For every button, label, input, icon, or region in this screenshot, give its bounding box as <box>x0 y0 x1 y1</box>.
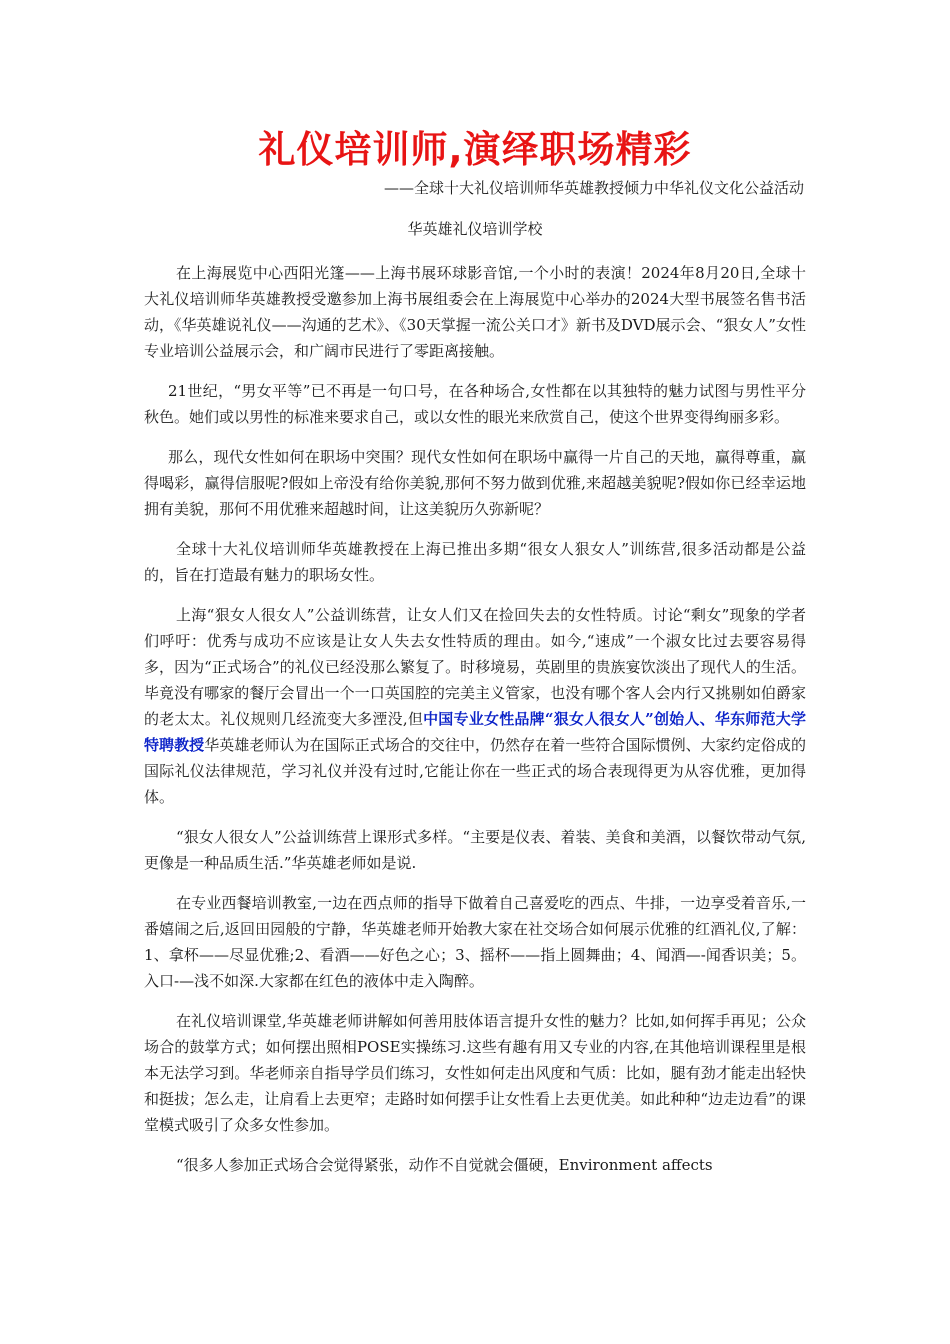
paragraph-8: 在礼仪培训课堂,华英雄老师讲解如何善用肢体语言提升女性的魅力？比如,如何挥手再见；公众场合的鼓掌方式；如何摆出照相POSE实操练习.这些有趣有用又专业的内容,在其他培训课程里是根本无法学习到。华老师亲自指导学员们练习，女性如何走出风度和气质：比如，腿有劲才能走出轻快和挺拔；怎么走，让肩看上去更窄；走路时如何摆手让女性看上去更优美。如此种种“边走边看”的课堂模式吸引了众多女性参加。 <box>144 1012 806 1134</box>
paragraph-6: “狠女人很女人”公益训练营上课形式多样。“主要是仪表、着装、美食和美酒，以餐饮带动气氛,更像是一种品质生活.”华英雄老师如是说. <box>144 828 806 872</box>
article-body <box>144 260 806 1192</box>
paragraph-3: 那么，现代女性如何在职场中突围？现代女性如何在职场中赢得一片自己的天地，赢得尊重，赢得喝彩，赢得信服呢?假如上帝没有给你美貌,那何不努力做到优雅,来超越美貌呢?假如你已经幸运地拥有美貌，那何不用优雅来超越时间，让这美貌历久弥新呢？ <box>144 448 806 518</box>
organization-name: 华英雄礼仪培训学校 <box>407 220 543 238</box>
paragraph-9: “很多人参加正式场合会觉得紧张，动作不自觉就会僵硬，Environment affects <box>176 1156 713 1174</box>
paragraph-7: 在专业西餐培训教室,一边在西点师的指导下做着自己喜爱吃的西点、牛排，一边享受着音乐,一番嬉闹之后,返回田园般的宁静，华英雄老师开始教大家在社交场合如何展示优雅的红酒礼仪,了解：1、拿杯——尽显优雅;2、看酒——好色之心；3、摇杯——指上圆舞曲；4、闻酒—-闻香识美；5。入口-—浅不如深.大家都在红色的液体中走入陶醉。 <box>144 894 806 990</box>
paragraph-4: 全球十大礼仪培训师华英雄教授在上海已推出多期“很女人狠女人”训练营,很多活动都是公益的，旨在打造最有魅力的职场女性。 <box>144 540 806 584</box>
paragraph-5-text-end: 华英雄老师认为在国际正式场合的交往中，仍然存在着一些符合国际惯例、大家约定俗成的国际礼仪法律规范，学习礼仪并没有过时,它能让你在一些正式的场合表现得更为从容优雅，更加得体。 <box>144 736 806 806</box>
document-subtitle: ——全球十大礼仪培训师华英雄教授倾力中华礼仪文化公益活动 <box>383 179 804 197</box>
paragraph-1: 在上海展览中心西阳光篷——上海书展环球影音馆,一个小时的表演！2024年8月20日,全球十大礼仪培训师华英雄教授受邀参加上海书展组委会在上海展览中心举办的2024大型书展签名售书活动，《华英雄说礼仪——沟通的艺术》、《30天掌握一流公关口才》新书及DVD展示会、“狠女人”女性专业培训公益展示会，和广阔市民进行了零距离接触。 <box>144 264 806 360</box>
paragraph-5-text-start: 上海“狠女人很女人”公益训练营，让女人们又在捡回失去的女性特质。讨论“剩女”现象的学者们呼吁：优秀与成功不应该是让女人失去女性特质的理由。如今,“速成”一个淑女比过去要容易得多，因为“正式场合”的礼仪已经没那么繁复了。时移境易，英剧里的贵族宴饮淡出了现代人的生活。毕竟没有哪家的餐厅会冒出一个一口英国腔的完美主义管家，也没有哪个客人会内行又挑剔如伯爵家的老太太。礼仪规则几经流变大多湮没,但 <box>144 606 806 728</box>
paragraph-5 <box>144 602 806 810</box>
paragraph-2: 21世纪，“男女平等”已不再是一句口号，在各种场合,女性都在以其独特的魅力试图与男性平分秋色。她们或以男性的标准来要求自己，或以女性的眼光来欣赏自己，使这个世界变得绚丽多彩。 <box>144 382 806 426</box>
document-title: 礼仪培训师,演绎职场精彩 <box>258 128 692 171</box>
highlighted-title-text: 中国专业女性品牌“狠女人很女人”创始人、华东师范大学特聘教授 <box>144 710 806 754</box>
